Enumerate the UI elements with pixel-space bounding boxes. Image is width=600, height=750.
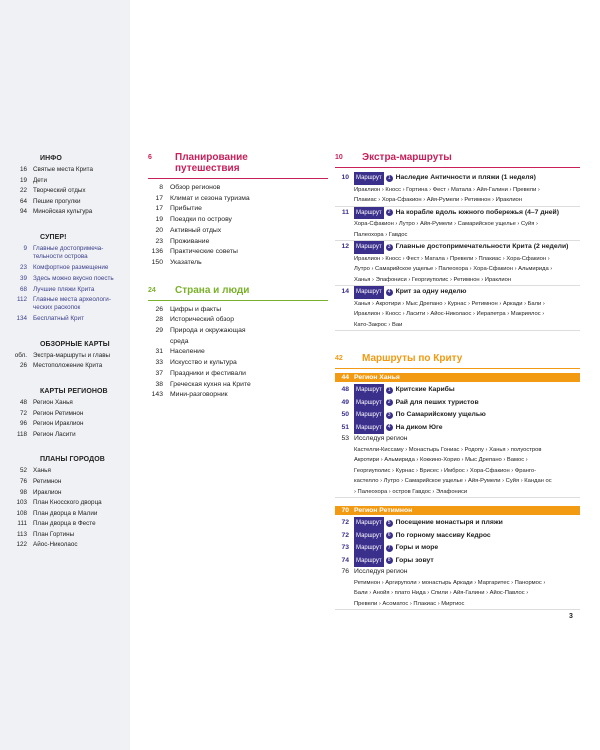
overview-maps-section <box>0 341 130 372</box>
route-entry[interactable]: 10 Маршрут 1 Наследие Античности и пляжи (1 неделя) <box>335 172 580 185</box>
region-bar-rethymno[interactable]: 70 Регион Ретимнон <box>335 506 580 515</box>
list-item[interactable]: 111 План дворца в Фесте <box>17 520 96 528</box>
route-entry[interactable]: 14 Маршрут 4 Крит за одну неделю <box>335 286 580 299</box>
route-badge: Маршрут <box>354 422 384 435</box>
list-item[interactable]: 20 Активный отдых <box>155 226 222 234</box>
route-entry[interactable]: 48 Маршрут 1 Критские Карибы <box>335 384 580 397</box>
route-badge: Маршрут <box>354 530 384 543</box>
route-description: Ханья › Акротири › Мыс Дрепано › Курнас › Ретимнон › Аркади › Бали › Ираклион › Кносс › Ласити › Айос-Николаос › Иерапетра › Макриялос › Като-Закрос › Ваи <box>335 299 580 332</box>
list-item[interactable]: 96 Регион Ираклион <box>19 420 84 428</box>
section-title: Планирование путешествия <box>175 152 248 174</box>
route-number-icon: 4 <box>386 424 393 431</box>
route-description: Хора-Сфакион › Лутро › Айя-Румели › Самарийское ущелье › Суйя › Палеохора › Гавдос <box>335 219 580 241</box>
planning-section <box>148 152 328 269</box>
list-item[interactable]: 118 Регион Ласити <box>16 430 76 438</box>
section-title: Страна и люди <box>175 284 250 296</box>
list-item[interactable]: 19 Поездки по острову <box>155 216 232 224</box>
route-description: Ираклион › Кносс › Фест › Матала › Превели › Плакиас › Хора-Сфакион › Лутро › Самарийское ущелье › Палеохора › Хора-Сфакион › Альмирида › Ханья › Элафониси › Георгиуполис › Ретимнон › Ираклион <box>335 254 580 287</box>
list-item[interactable]: 26 Местоположение Крита <box>19 362 103 370</box>
city-plans-heading: ПЛАНЫ ГОРОДОВ <box>40 456 105 464</box>
sidebar-index <box>0 155 130 567</box>
land-heading[interactable] <box>148 285 328 301</box>
routes-heading[interactable] <box>335 353 580 369</box>
list-item[interactable]: 134 Бесплатный Крит <box>16 315 84 323</box>
list-item[interactable]: 52 Ханья <box>19 467 51 475</box>
route-badge: Маршрут <box>354 517 384 530</box>
list-item[interactable]: 17 Климат и сезона туризма <box>155 194 250 202</box>
route-number-icon: 8 <box>386 557 393 564</box>
info-heading: ИНФО <box>40 155 62 162</box>
routes-column <box>335 152 580 610</box>
route-badge: Маршрут <box>354 286 384 299</box>
list-item[interactable]: 26 Цифры и факты <box>155 305 222 313</box>
list-item[interactable]: 113 План Гортины <box>16 530 75 538</box>
route-entry[interactable]: 72 Маршрут 6 По горному массиву Кедрос <box>335 530 580 543</box>
list-item[interactable]: 108 План дворца в Малии <box>16 509 98 517</box>
route-number-icon: 4 <box>386 289 393 296</box>
list-item[interactable]: среда <box>170 337 189 345</box>
section-page-number: 6 <box>148 154 152 161</box>
route-entry[interactable]: 51 Маршрут 4 На диком Юге <box>335 422 580 435</box>
list-item[interactable]: 39 Здесь можно вкусно поесть <box>19 274 114 282</box>
list-item[interactable]: 68 Лучшие пляжи Крита <box>19 285 95 293</box>
route-description: Ираклион › Кносс › Гортина › Фест › Матала › Айя-Галини › Превели › Плакиас › Хора-Сфакион › Айя-Румели › Ретимнон › Ираклион <box>335 185 580 207</box>
route-description: Ретимнон › Аргируполи › монастырь Аркади › Маргаритес › Панормос › Бали › Анойя › плато Нида › Спили › Айя-Галини › Айос-Павлос › Превели › Асоматос › Плакиас › Миртиос <box>335 578 580 611</box>
route-entry[interactable]: 74 Маршрут 8 Горы зовут <box>335 555 580 568</box>
list-item[interactable]: 122 Айос-Николаос <box>16 541 78 549</box>
route-entry[interactable]: 72 Маршрут 5 Посещение монастыря и пляжи <box>335 517 580 530</box>
list-item[interactable]: 22 Творческий отдых <box>19 187 86 195</box>
route-entry[interactable]: 11 Маршрут 2 На корабле вдоль южного побережья (4–7 дней) <box>335 207 580 220</box>
list-item[interactable]: 28 Исторический обзор <box>155 316 234 324</box>
city-plans-section <box>0 456 130 551</box>
page-number: 3 <box>569 613 573 620</box>
route-number-icon: 2 <box>386 399 393 406</box>
list-item[interactable]: 33 Искусство и культура <box>155 359 237 367</box>
region-maps-heading: КАРТЫ РЕГИОНОВ <box>40 387 108 395</box>
list-item[interactable]: 17 Прибытие <box>155 205 202 213</box>
list-item[interactable]: 9 Главные достопримеча-тельности острова <box>23 244 104 260</box>
list-item[interactable]: 76 Ретимнон <box>19 477 62 485</box>
route-badge: Маршрут <box>354 241 384 254</box>
route-number-icon: 7 <box>386 545 393 552</box>
section-title: Маршруты по Криту <box>362 353 463 364</box>
list-item[interactable]: 112 Главные места археологи-ческих раскопок <box>16 296 111 312</box>
list-item[interactable]: 38 Греческая кухня на Крите <box>155 380 251 388</box>
planning-heading[interactable] <box>148 152 328 179</box>
list-item[interactable]: 143 Мини-разговорник <box>151 391 228 399</box>
route-entry[interactable]: 50 Маршрут 3 По Самарийскому ущелью <box>335 409 580 422</box>
route-badge: Маршрут <box>354 542 384 555</box>
explore-entry[interactable]: 53 Исследуя регион <box>341 435 408 442</box>
route-entry[interactable]: 12 Маршрут 3 Главные достопримечательности Крита (2 недели) <box>335 241 580 254</box>
region-maps-section <box>0 388 130 440</box>
route-number-icon: 5 <box>386 520 393 527</box>
section-title: Экстра-маршруты <box>362 152 452 163</box>
list-item[interactable]: 23 Проживание <box>155 237 210 245</box>
list-item[interactable]: 48 Регион Ханья <box>19 398 73 406</box>
route-description: Кастелли-Киссаму › Монастырь Гониас › Родопу › Ханья › полуостров Акротири › Альмирида › Коккино-Хорио › Мыс Дрепано › Вамос › Георгиуполис › Курнас › Врисес › Имброс › Хора-Сфакион › Франго- кастелло › Лутро › Самарийское ущелье › Айя-Румели › Суйя › Кандан ос › Палеохора › остров Гавдос › Элафониси <box>335 445 580 499</box>
list-item[interactable]: 29 Природа и окружающая <box>155 327 246 335</box>
explore-entry[interactable]: 76 Исследуя регион <box>341 568 408 575</box>
route-badge: Маршрут <box>354 207 384 220</box>
land-section <box>148 285 328 401</box>
region-bar-chania[interactable]: 44 Регион Ханья <box>335 373 580 382</box>
list-item[interactable]: 98 Ираклион <box>19 488 62 496</box>
info-section <box>0 155 130 218</box>
list-item[interactable]: 94 Минойская культура <box>19 208 93 216</box>
list-item[interactable]: 31 Население <box>155 348 205 356</box>
list-item[interactable]: 16 Святые места Крита <box>19 166 93 173</box>
route-badge: Маршрут <box>354 384 384 397</box>
route-number-icon: 3 <box>386 412 393 419</box>
list-item[interactable]: 150 Указатель <box>151 258 202 266</box>
route-number-icon: 1 <box>386 175 393 182</box>
list-item[interactable]: 64 Пешие прогулки <box>19 197 81 205</box>
overview-maps-heading: ОБЗОРНЫЕ КАРТЫ <box>40 340 110 348</box>
list-item[interactable]: 136 Практические советы <box>151 248 238 256</box>
route-badge: Маршрут <box>354 172 384 185</box>
list-item[interactable]: 37 Праздники и фестивали <box>155 369 246 377</box>
section-page-number: 10 <box>335 154 343 161</box>
route-number-icon: 1 <box>386 387 393 394</box>
extra-routes-heading[interactable] <box>335 152 580 168</box>
route-number-icon: 2 <box>386 209 393 216</box>
route-badge: Маршрут <box>354 555 384 568</box>
list-item[interactable]: 72 Регион Ретимнон <box>19 409 84 417</box>
route-entry[interactable]: 49 Маршрут 2 Рай для пеших туристов <box>335 397 580 410</box>
list-item[interactable]: 19 Дети <box>19 176 47 184</box>
extra-routes-section <box>335 152 580 331</box>
list-item[interactable]: 103 План Кносского дворца <box>16 499 102 507</box>
route-badge: Маршрут <box>354 409 384 422</box>
route-number-icon: 3 <box>386 244 393 251</box>
route-entry[interactable]: 73 Маршрут 7 Горы и море <box>335 542 580 555</box>
section-page-number: 24 <box>148 286 156 294</box>
section-page-number: 42 <box>335 355 343 362</box>
list-item[interactable]: 23 Комфортное размещение <box>19 263 109 271</box>
super-section <box>0 234 130 325</box>
main-toc-column <box>148 152 328 401</box>
routes-section <box>335 353 580 610</box>
route-badge: Маршрут <box>354 397 384 410</box>
route-number-icon: 6 <box>386 532 393 539</box>
super-heading: СУПЕР! <box>40 233 67 241</box>
list-item[interactable]: 8 Обзор регионов <box>159 184 221 191</box>
list-item[interactable]: обл. Экстра-маршруты и главы <box>14 351 111 359</box>
